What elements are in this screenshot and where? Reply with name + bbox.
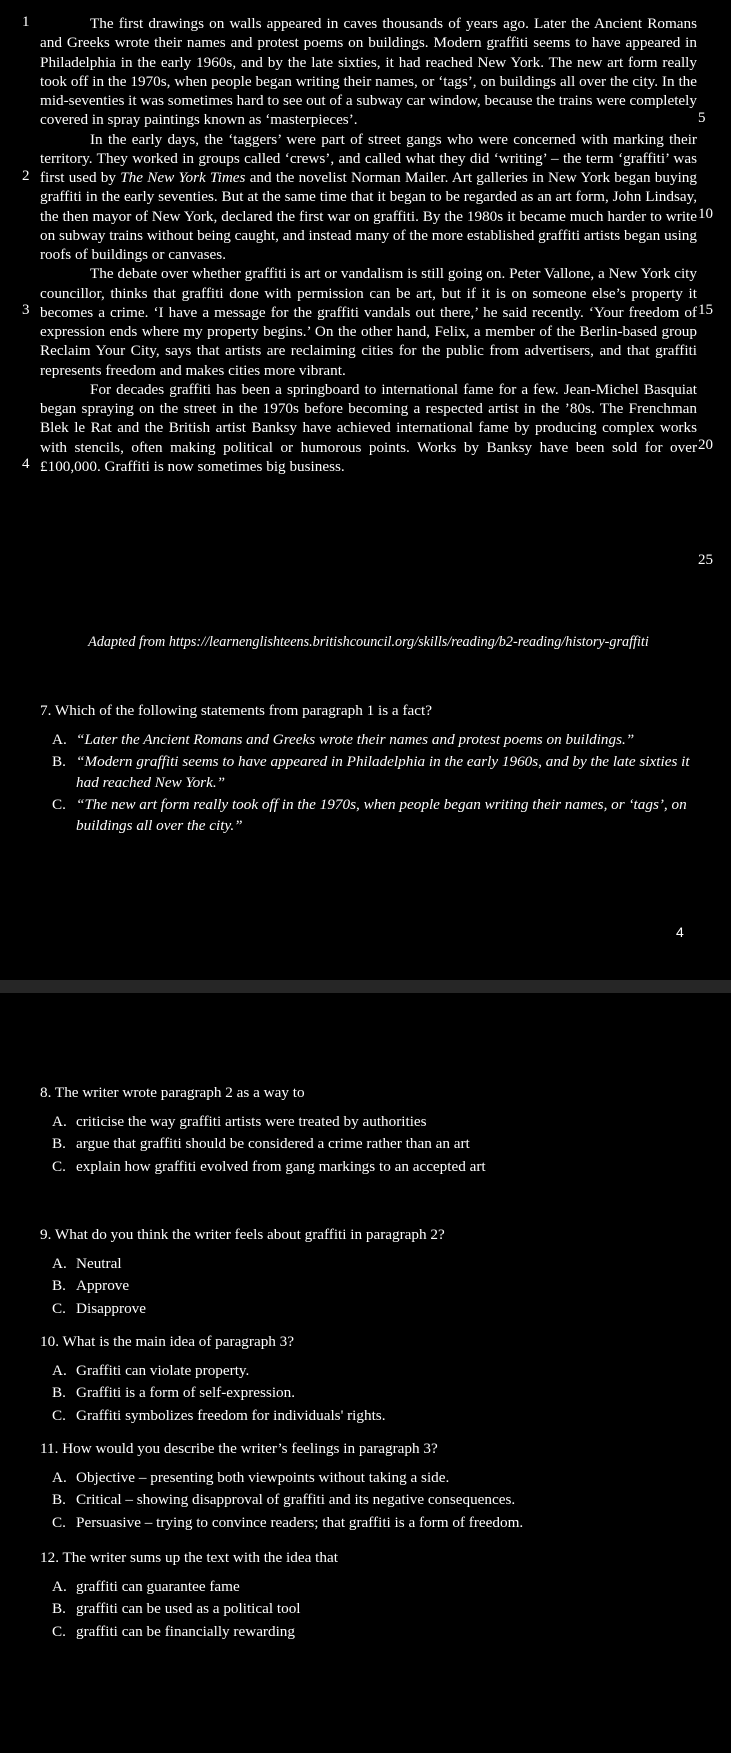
- line-number: 25: [698, 552, 713, 568]
- answer-option[interactable]: A. graffiti can guarantee fame: [52, 1577, 240, 1595]
- paragraph-number: 2: [22, 168, 30, 184]
- question-7: [40, 701, 700, 838]
- question-stem: 12. The writer sums up the text with the idea that: [40, 1549, 338, 1566]
- paragraph-3: The debate over whether graffiti is art or vandalism is still going on. Peter Vallone, a New York city councillor, thinks that graffiti done with permission can be art, but if it is on someone else’s property it becomes a crime. ‘I have a message for the graffiti vandals out there,’ he said recently. ‘Your freedom of expression ends where my property begins.’ On the other hand, Felix, a member of the Berlin-based group Reclaim Your City, says that artists are reclaiming cities for the public from advertisers, and that graffiti represents freedom and makes cities more vibrant.: [40, 265, 697, 379]
- question-8: [40, 1083, 700, 1179]
- question-12: [40, 1548, 700, 1644]
- answer-option[interactable]: A. Objective – presenting both viewpoints without taking a side.: [52, 1468, 450, 1486]
- paragraph-number: 4: [22, 456, 30, 472]
- answer-option[interactable]: A. Neutral: [52, 1254, 122, 1272]
- answer-option[interactable]: C. “The new art form really took off in the 1970s, when people began writing their names, or ‘tags’, on buildings all over the city.”: [52, 796, 687, 834]
- question-stem: 10. What is the main idea of paragraph 3?: [40, 1333, 295, 1350]
- source-credit: Adapted from https://learnenglishteens.britishcouncil.org/skills/reading/b2-reading/history-graffiti: [88, 634, 649, 650]
- answer-option[interactable]: C. Persuasive – trying to convince readers; that graffiti is a form of freedom.: [52, 1513, 524, 1531]
- question-stem: 11. How would you describe the writer’s feelings in paragraph 3?: [40, 1440, 438, 1457]
- reading-passage: [40, 14, 697, 476]
- paragraph-1: The first drawings on walls appeared in caves thousands of years ago. Later the Ancient Romans and Greeks wrote their names and protest poems on buildings. Modern graffiti seems to have appeared in Philadelphia in the early 1960s, and by the late sixties, it had reached New York. The new art form really took off in the 1970s, when people began writing their names, or ‘tags’, on buildings all over the city. In the mid-seventies it was sometimes hard to see out of a subway car window, because the trains were completely covered in spray paintings known as ‘masterpieces’.: [40, 15, 697, 129]
- answer-option[interactable]: B. Critical – showing disapproval of graffiti and its negative consequences.: [52, 1491, 516, 1508]
- question-10: [40, 1332, 700, 1428]
- question-11: [40, 1439, 700, 1535]
- answer-option[interactable]: B. graffiti can be used as a political tool: [52, 1600, 301, 1617]
- paragraph-2: In the early days, the ‘taggers’ were part of street gangs who were concerned with marking their territory. They worked in groups called ‘crews’, and called what they did ‘writing’ – the term ‘graffiti’ was first used by The New York Times and the novelist Norman Mailer. Art galleries in New York began buying graffiti in the early seventies. But at the same time that it began to be regarded as an art form, John Lindsay, the then mayor of New York, declared the first war on graffiti. By the 1980s it became much harder to write on subway trains without being caught, and instead many of the more established graffiti artists began using roofs of buildings or canvases.: [40, 130, 697, 263]
- page-number: 4: [676, 924, 684, 940]
- answer-option[interactable]: B. Approve: [52, 1277, 130, 1294]
- answer-option[interactable]: A. “Later the Ancient Romans and Greeks wrote their names and protest poems on buildings.”: [52, 730, 635, 748]
- answer-option[interactable]: C. explain how graffiti evolved from gang markings to an accepted art: [52, 1157, 486, 1175]
- page-divider: [0, 980, 731, 993]
- question-stem: 9. What do you think the writer feels about graffiti in paragraph 2?: [40, 1226, 445, 1243]
- answer-option[interactable]: B. argue that graffiti should be considered a crime rather than an art: [52, 1135, 470, 1152]
- question-stem: 8. The writer wrote paragraph 2 as a way to: [40, 1084, 305, 1101]
- question-stem: 7. Which of the following statements from paragraph 1 is a fact?: [40, 702, 432, 719]
- paragraph-4: For decades graffiti has been a springboard to international fame for a few. Jean-Michel Basquiat began spraying on the street in the 1970s before becoming a respected artist in the ’80s. The Frenchman Blek le Rat and the British artist Banksy have achieved international fame by producing complex works with stencils, often making political or humorous points. Works by Banksy have been sold for over £100,000. Graffiti is now sometimes big business.: [40, 380, 697, 475]
- document-page-2: [0, 993, 731, 1753]
- question-9: [40, 1225, 700, 1321]
- answer-option[interactable]: C. Disapprove: [52, 1299, 147, 1317]
- answer-option[interactable]: A. Graffiti can violate property.: [52, 1361, 250, 1379]
- answer-option[interactable]: C. graffiti can be financially rewarding: [52, 1622, 295, 1640]
- paragraph-number: 3: [22, 302, 30, 318]
- answer-option[interactable]: B. “Modern graffiti seems to have appeared in Philadelphia in the early 1960s, and by the late sixties it had reached New York.”: [52, 753, 690, 791]
- line-number: 15: [698, 302, 713, 318]
- answer-option[interactable]: B. Graffiti is a form of self-expression.: [52, 1384, 296, 1401]
- paragraph-number: 1: [22, 14, 30, 30]
- line-number: 20: [698, 437, 713, 453]
- line-number: 10: [698, 206, 713, 222]
- line-number: 5: [698, 110, 706, 126]
- answer-option[interactable]: A. criticise the way graffiti artists were treated by authorities: [52, 1112, 427, 1130]
- answer-option[interactable]: C. Graffiti symbolizes freedom for individuals' rights.: [52, 1406, 386, 1424]
